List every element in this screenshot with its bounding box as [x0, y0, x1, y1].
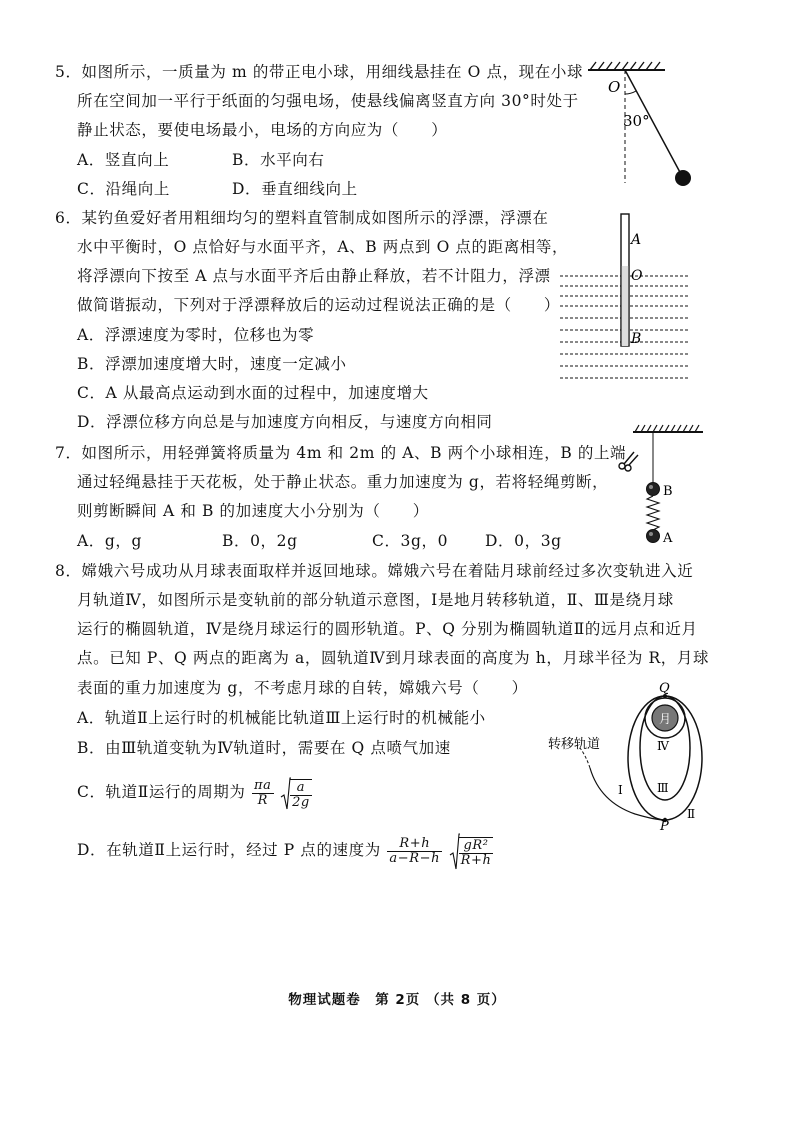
question-5-line-2: 所在空间加一平行于纸面的匀强电场，使悬线偏离竖直方向 30°时处于 — [77, 92, 579, 110]
option-d-text: D．在轨道Ⅱ上运行时，经过 P 点的速度为 — [77, 841, 381, 859]
pendulum-label-angle: 30° — [623, 112, 650, 130]
spring-figure — [608, 422, 708, 552]
option-c-sqrt-num: a — [290, 781, 312, 796]
question-6-line-4: 做简谐振动，下列对于浮漂释放后的运动过程说法正确的是（ ） — [77, 296, 561, 314]
option-c-frac-den: R — [257, 792, 268, 808]
question-5-option-d: D．垂直细线向上 — [232, 180, 358, 198]
question-5-option-a: A．竖直向上 — [77, 151, 170, 169]
orbit-label-i: Ⅰ — [618, 783, 623, 797]
question-7-line-2: 通过轻绳悬挂于天花板，处于静止状态。重力加速度为 g，若将轻绳剪断， — [77, 473, 609, 491]
spring-label-a: A — [663, 531, 673, 546]
page-footer: 物理试题卷 第 2页 （共 8 页） — [288, 992, 506, 1008]
question-8-line-5: 表面的重力加速度为 g，不考虑月球的自转，嫦娥六号（ ） — [77, 679, 528, 697]
question-6-option-b: B．浮漂加速度增大时，速度一定减小 — [77, 355, 347, 373]
question-6-option-c: C．A 从最高点运动到水面的过程中，加速度增大 — [77, 384, 429, 402]
orbit-label-q: Q — [659, 681, 670, 696]
option-d-sqrt-num: gR² — [459, 839, 494, 854]
option-d-sqrt-den: R+h — [460, 852, 492, 868]
float-figure — [555, 208, 695, 388]
orbit-label-moon: 月 — [659, 712, 672, 726]
question-6-line-2: 水中平衡时，O 点恰好与水面平齐，A、B 两点到 O 点的距离相等， — [77, 238, 569, 256]
orbit-figure — [540, 680, 720, 830]
orbit-label-transfer: 转移轨道 — [548, 737, 601, 752]
question-5-line-1: 5．如图所示，一质量为 m 的带正电小球，用细线悬挂在 O 点，现在小球 — [55, 63, 584, 81]
question-8-option-b: B．由Ⅲ轨道变轨为Ⅳ轨道时，需要在 Q 点喷气加速 — [77, 739, 451, 757]
spring-label-b: B — [663, 484, 673, 499]
question-6-line-1: 6．某钓鱼爱好者用粗细均匀的塑料直管制成如图所示的浮漂，浮漂在 — [55, 209, 549, 227]
question-7-line-1: 7．如图所示，用轻弹簧将质量为 4m 和 2m 的 A、B 两个小球相连，B 的上端 — [55, 444, 627, 462]
question-7-option-b: B．0，2g — [222, 532, 298, 550]
orbit-label-iii: Ⅲ — [657, 781, 669, 795]
scissors-icon — [619, 452, 638, 471]
question-8-line-3: 运行的椭圆轨道，Ⅳ是绕月球运行的圆形轨道。P、Q 分别为椭圆轨道Ⅱ的远月点和近月 — [77, 620, 698, 638]
option-d-frac-num: R+h — [387, 837, 442, 852]
orbit-label-p: P — [660, 819, 669, 830]
question-5-option-c: C．沿绳向上 — [77, 180, 170, 198]
orbit-label-ii: Ⅱ — [687, 807, 696, 821]
option-d-fraction — [387, 837, 442, 866]
question-7-option-d: D．0，3g — [485, 532, 562, 550]
option-c-sqrt-den: 2g — [292, 794, 310, 810]
orbit-label-iv: Ⅳ — [657, 739, 669, 753]
option-c-sqrt — [280, 773, 313, 813]
float-label-o: O — [631, 268, 643, 284]
question-8-option-d — [77, 830, 494, 870]
pendulum-label-o: O — [608, 78, 621, 96]
question-6-option-d: D．浮漂位移方向总是与加速度方向相反，与速度方向相同 — [77, 413, 493, 431]
float-label-b: B — [631, 331, 642, 347]
question-8-line-4: 点。已知 P、Q 两点的距离为 a，圆轨道Ⅳ到月球表面的高度为 h，月球半径为 R，月球 — [77, 649, 710, 667]
question-8-option-c — [77, 772, 313, 812]
option-d-sqrt — [449, 831, 495, 871]
option-d-frac-den: a−R−h — [389, 850, 441, 866]
option-c-fraction — [252, 779, 274, 808]
question-7-line-3: 则剪断瞬间 A 和 B 的加速度大小分别为（ ） — [77, 502, 429, 520]
float-label-a: A — [631, 232, 642, 248]
option-c-text: C．轨道Ⅱ运行的周期为 — [77, 783, 246, 801]
question-8-option-a: A．轨道Ⅱ上运行时的机械能比轨道Ⅲ上运行时的机械能小 — [77, 709, 486, 727]
question-6-option-a: A．浮漂速度为零时，位移也为零 — [77, 326, 315, 344]
question-8-line-1: 8．嫦娥六号成功从月球表面取样并返回地球。嫦娥六号在着陆月球前经过多次变轨进入近 — [55, 562, 694, 580]
option-c-frac-num: πa — [254, 777, 272, 793]
pendulum-figure — [580, 58, 710, 193]
question-7-option-a: A．g，g — [77, 532, 143, 550]
question-7-option-c: C．3g，0 — [372, 532, 449, 550]
question-8-line-2: 月轨道Ⅳ，如图所示是变轨前的部分轨道示意图，Ⅰ是地月转移轨道，Ⅱ、Ⅲ是绕月球 — [77, 591, 674, 609]
question-5-line-3: 静止状态，要使电场最小，电场的方向应为（ ） — [77, 121, 448, 139]
question-6-line-3: 将浮漂向下按至 A 点与水面平齐后由静止释放，若不计阻力，浮漂 — [77, 267, 551, 285]
question-5-option-b: B．水平向右 — [232, 151, 325, 169]
